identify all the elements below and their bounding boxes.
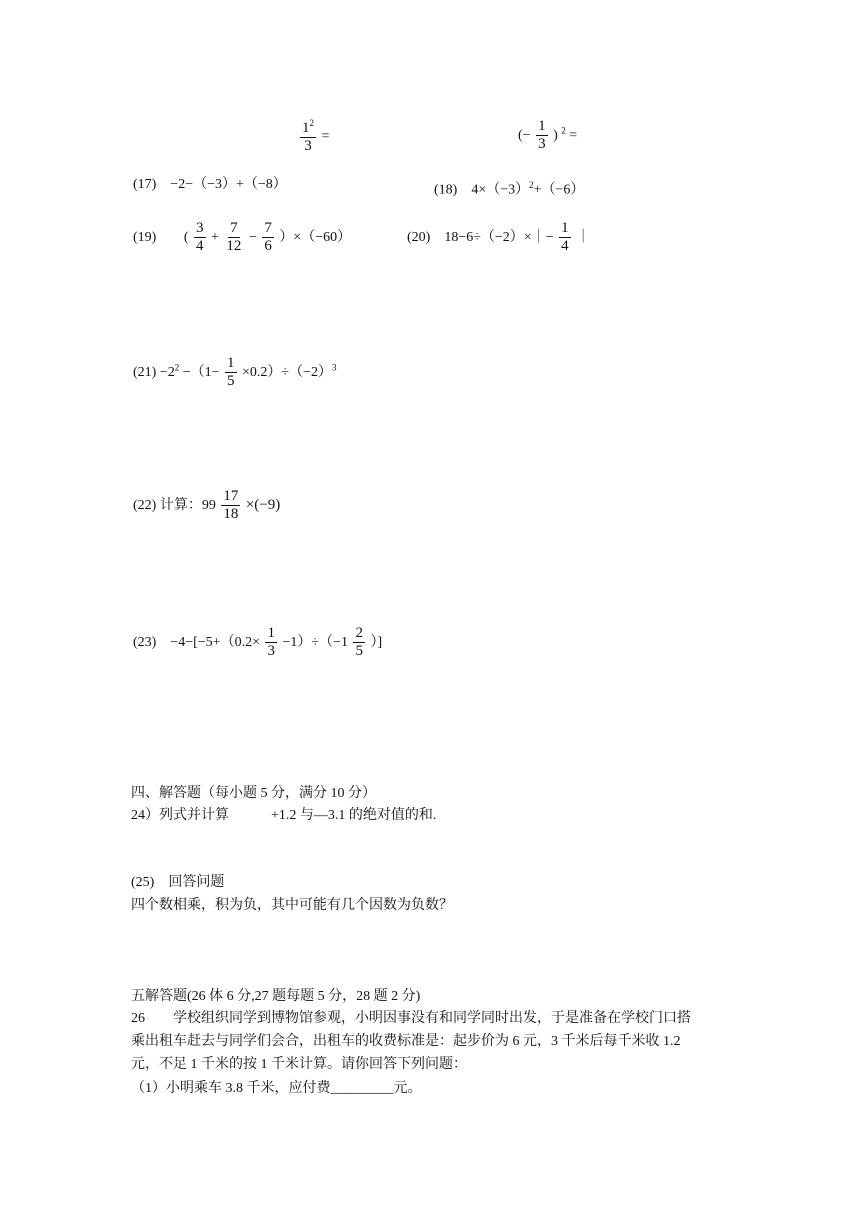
problem-20-text: (20) 18−6÷（−2）×｜− <box>407 229 554 245</box>
numerator: 3 <box>194 220 206 238</box>
exponent: 2 <box>174 362 180 373</box>
question-25-title: (25) 回答问题 <box>131 875 225 890</box>
denominator: 5 <box>227 373 235 390</box>
problem-21-mid: −（1− <box>182 364 220 380</box>
problem-label: (19) <box>133 229 157 245</box>
problem-23-mid: −1）÷（−1 <box>282 634 348 650</box>
numerator: 17 <box>221 488 240 506</box>
paren-open: (− <box>518 127 531 143</box>
denominator: 3 <box>538 136 546 153</box>
denominator: 5 <box>355 643 363 660</box>
problem-19-tail: ）×（−60） <box>279 229 352 245</box>
fraction <box>536 118 548 154</box>
denominator: 4 <box>196 238 204 255</box>
fraction <box>224 220 243 256</box>
numerator: 1 <box>559 220 571 238</box>
problem-23-tail: ）] <box>370 634 383 650</box>
section-4-title: 四、解答题（每小题 5 分，满分 10 分） <box>131 786 376 801</box>
problem-18-tail: +（−6） <box>533 182 585 198</box>
paren-close: ) <box>553 127 558 143</box>
question-26-line-3: 元，不足 1 千米的按 1 千米计算。请你回答下列问题： <box>131 1057 467 1072</box>
question-24: 24）列式并计算 +1.2 与—3.1 的绝对值的和. <box>131 808 437 823</box>
fraction <box>221 488 240 524</box>
numerator: 1 <box>265 625 277 643</box>
problem-19 <box>133 220 351 256</box>
denominator: 3 <box>304 138 312 155</box>
fraction <box>262 220 274 256</box>
fraction <box>353 625 365 661</box>
problem-22 <box>133 488 280 524</box>
exponent: 2 <box>561 125 566 136</box>
question-26-sub-1: （1）小明乘车 3.8 千米，应付费_________元。 <box>131 1081 422 1096</box>
numerator: 1 <box>302 120 310 136</box>
problem-21-tail: ×0.2）÷（−2） <box>242 364 333 380</box>
problem-21-head: (21) −2 <box>133 364 175 380</box>
abs-bar: ｜ <box>576 229 591 245</box>
denominator: 6 <box>264 238 272 255</box>
paren-open: ( <box>183 229 189 245</box>
top-left-expression <box>298 118 329 156</box>
numerator: 7 <box>228 220 240 238</box>
problem-17: (17) −2−（−3）+（−8） <box>133 177 287 192</box>
denominator: 4 <box>561 238 569 255</box>
equals-sign: = <box>569 127 578 143</box>
problem-18-text: (18) 4×（−3） <box>434 182 530 198</box>
top-right-expression <box>518 118 577 154</box>
plus-sign: + <box>211 229 219 245</box>
denominator: 18 <box>223 506 239 523</box>
fraction <box>300 118 316 156</box>
question-26-line-1: 26 学校组织同学到博物馆参观，小明因事没有和同学同时出发，于是准备在学校门口搭 <box>131 1011 691 1026</box>
question-26-line-2: 乘出租车赶去与同学们会合，出租车的收费标准是：起步价为 6 元，3 千米后每千米收 1.2 <box>131 1034 681 1049</box>
problem-22-tail: ×(−9) <box>245 496 281 513</box>
fraction <box>194 220 206 256</box>
problem-22-head: (22) 计算：99 <box>133 497 216 513</box>
fraction <box>559 220 571 256</box>
exponent: 2 <box>309 118 314 128</box>
problem-23 <box>133 625 382 661</box>
exponent: 3 <box>332 362 337 373</box>
numerator: 1 <box>536 118 548 136</box>
problem-20 <box>407 220 590 256</box>
fraction <box>265 625 277 661</box>
exponent: 2 <box>529 180 534 190</box>
minus-sign: − <box>248 229 257 245</box>
question-25-body: 四个数相乘，积为负，其中可能有几个因数为负数？ <box>131 898 453 913</box>
problem-21 <box>133 355 337 391</box>
numerator: 2 <box>353 625 365 643</box>
equals-sign: = <box>321 128 330 144</box>
denominator: 3 <box>267 643 275 660</box>
problem-23-head: (23) −4−[−5+（0.2× <box>133 634 260 650</box>
numerator: 7 <box>262 220 274 238</box>
section-5-title: 五解答题(26 体 6 分,27 题每题 5 分，28 题 2 分) <box>131 989 421 1004</box>
problem-18 <box>434 175 584 201</box>
fraction <box>225 355 237 391</box>
denominator: 12 <box>226 238 242 255</box>
numerator: 1 <box>225 355 237 373</box>
